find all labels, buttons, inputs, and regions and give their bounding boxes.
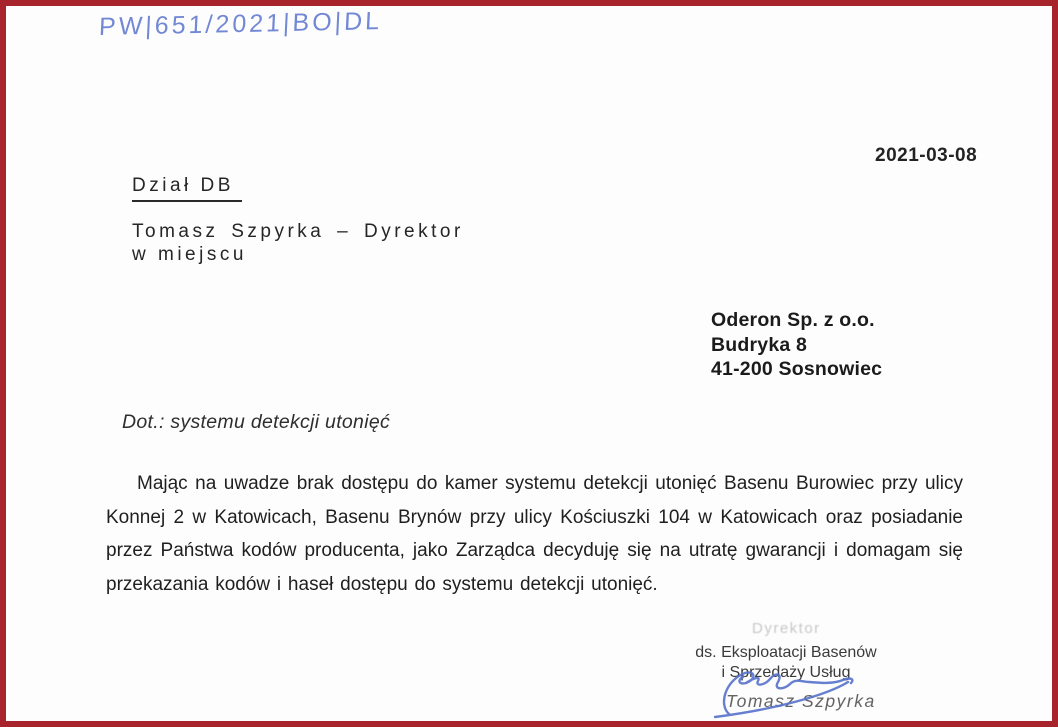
handwritten-signature-scrawl: [699, 652, 889, 727]
letter-date: 2021-03-08: [875, 145, 978, 166]
recipient-name-title: Tomasz Szpyrka – Dyrektor: [132, 221, 464, 242]
recipient-place: w miejscu: [132, 244, 247, 265]
signature-role-line2: i Sprzedaży Usług: [721, 664, 851, 681]
sender-street: Budryka 8: [711, 333, 808, 356]
signature-faint-title: Dyrektor: [752, 620, 821, 637]
signature-role-line1: ds. Eksploatacji Basenów: [695, 644, 877, 661]
sender-company-name: Oderon Sp. z o.o.: [711, 309, 875, 331]
body-paragraph: Mając na uwadze brak dostępu do kamer systemu detekcji utonięć Basenu Burowiec przy ulicy Konnej 2 w Katowicach, Basenu Brynów przy ulicy Kościuszki 104 w Katowicach oraz posiadanie przez Państwa kodów producenta, jako Zarządca decyduję się na utratę gwarancji i domagam się przekazania kodów i haseł dostępu do systemu detekcji utonięć.: [106, 473, 963, 595]
sender-address-block: [711, 308, 882, 382]
subject-line: Dot.: systemu detekcji utonięć: [122, 411, 391, 433]
recipient-department: Dział DB: [132, 175, 242, 202]
signature-printed-name: Tomasz Szpyrka: [726, 691, 876, 711]
handwritten-reference-number: PW|651/2021|BO|DL: [98, 7, 383, 41]
sender-city: 41-200 Sosnowiec: [711, 358, 883, 380]
